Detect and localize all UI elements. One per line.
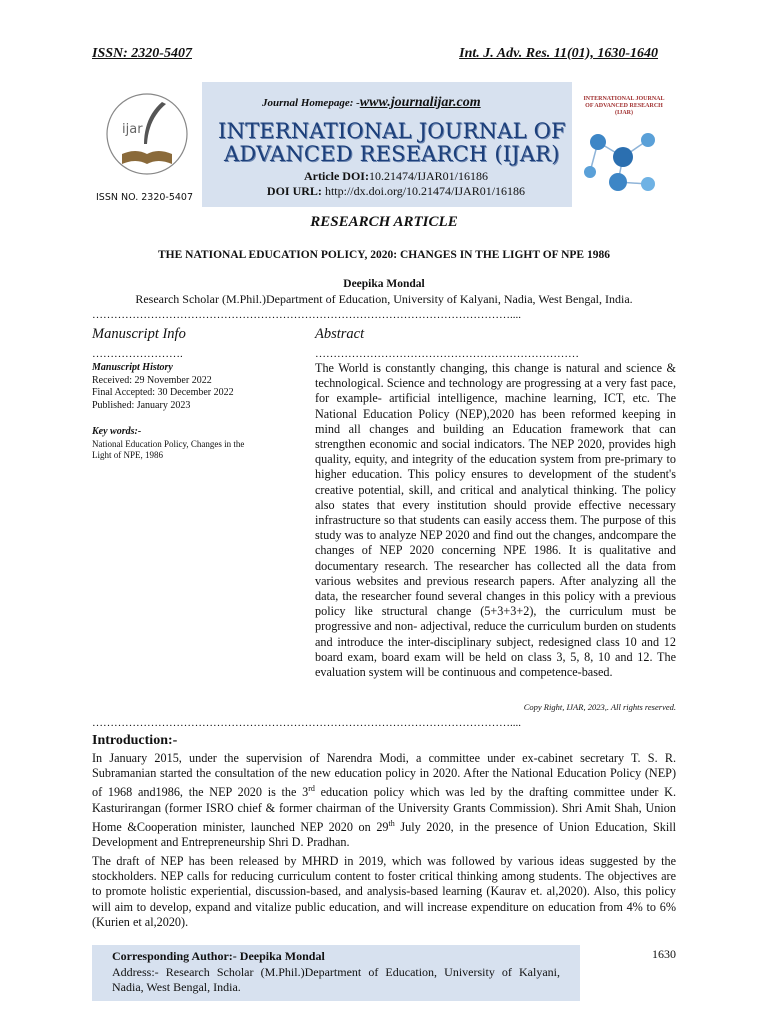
- cover-title: INTERNATIONAL JOURNAL OF ADVANCED RESEARCH (IJAR): [583, 96, 665, 116]
- corresponding-author: Corresponding Author:- Deepika Mondal: [112, 949, 325, 963]
- logo-issn: ISSN NO. 2320-5407: [96, 192, 194, 203]
- doi-block: [248, 169, 544, 199]
- manuscript-dots: …………………….: [92, 348, 183, 360]
- accepted-date: Final Accepted: 30 December 2022: [92, 387, 234, 398]
- journal-citation: Int. J. Adv. Res. 11(01), 1630-1640: [459, 46, 658, 61]
- journal-homepage: [262, 95, 481, 111]
- separator-top: ……………………………………………………………………………………………………....: [92, 309, 521, 321]
- homepage-label: Journal Homepage: -: [262, 97, 360, 109]
- doi-value: 10.21474/IJAR01/16186: [368, 169, 488, 183]
- intro-p1-part-c: July 2020, in the presence of Union Education, Skill Development and Entrepreneurship Shri D. Pradhan.: [92, 819, 677, 850]
- journal-title: [218, 120, 566, 166]
- molecule-graphic-icon: [578, 122, 670, 202]
- ordinal-suffix: rd: [308, 784, 315, 794]
- author-name: Deepika Mondal: [343, 278, 425, 290]
- doi-url-label: DOI URL:: [266, 184, 322, 198]
- journal-title-line2: ADVANCED RESEARCH (IJAR): [224, 142, 560, 166]
- quill-book-logo-icon: [92, 82, 202, 207]
- received-date: Received: 29 November 2022: [92, 374, 212, 386]
- logo-text: ijar: [122, 122, 143, 137]
- introduction-paragraph-2: The draft of NEP has been released by MHRD in 2019, which was followed by various ideas suggested by the stockholders. NEP calls for reducing curriculum content to foster critical thinking among students. The objectives are to promote holistic experiential, discussion-based, and analysis-based learning (Kaurav et. al,2020). Also, this policy will aim to develop, expand and vitalize public education, and will increase expenditure on education from 4% to 6% (Kurien et al,2020).: [92, 854, 676, 929]
- keywords-text: National Education Policy, Changes in the Light of NPE, 1986: [92, 438, 245, 460]
- abstract-heading: Abstract: [315, 326, 365, 342]
- history-label: Manuscript History: [92, 362, 173, 373]
- journal-issn: ISSN: 2320-5407: [92, 46, 192, 61]
- introduction-paragraph-1: [92, 751, 676, 850]
- article-title: THE NATIONAL EDUCATION POLICY, 2020: CHANGES IN THE LIGHT OF NPE 1986: [158, 249, 610, 261]
- corresponding-author-box: [92, 945, 580, 1001]
- doi-label: Article DOI:: [304, 169, 369, 183]
- manuscript-info-heading: Manuscript Info: [92, 326, 186, 342]
- homepage-link[interactable]: www.journalijar.com: [359, 95, 481, 110]
- ordinal-suffix: th: [388, 818, 395, 828]
- doi-url-link[interactable]: http://dx.doi.org/10.21474/IJAR01/16186: [324, 184, 526, 198]
- manuscript-history: [92, 362, 262, 462]
- journal-cover-image: [572, 82, 676, 207]
- introduction-heading: Introduction:-: [92, 733, 178, 748]
- author-affiliation: Research Scholar (M.Phil.)Department of Education, University of Kalyani, Nadia, West Bengal, India.: [135, 292, 633, 306]
- copyright-notice: Copy Right, IJAR, 2023,. All rights reserved.: [523, 702, 676, 712]
- abstract-dots: ………………………………………………………………: [315, 348, 579, 360]
- article-type: RESEARCH ARTICLE: [310, 214, 458, 230]
- intro-p1-part-a: In January 2015, under the supervision of Narendra Modi, a committee under ex-cabinet secretary T. S. R. Subramanian started the consultation of the new education policy in 2020. After the National Education Policy (NEP) of 1968 and1986, the NEP 2020 is the 3: [92, 751, 676, 800]
- separator-bottom: ……………………………………………………………………………………………………....: [92, 717, 521, 729]
- ijar-logo: [92, 82, 202, 207]
- published-date: Published: January 2023: [92, 399, 191, 411]
- page-number: 1630: [652, 947, 676, 961]
- journal-title-line1: INTERNATIONAL JOURNAL OF: [218, 119, 566, 143]
- corresponding-address: Address:- Research Scholar (M.Phil.)Department of Education, University of Kalyani, Nadia, West Bengal, India.: [112, 964, 560, 994]
- abstract-text: The World is constantly changing, this change is natural and science & technological. Science and technology are progressing at a very fast pace, for example- artificial intelligence, machine learning, ICT, etc. The National Education Policy (NEP),2020 has been reformed keeping in mind all changes and building an Education framework that can strengthen economic and social indicators. The NEP 2020, provides high quality, equity, and integrity of the education system from pre-primary to higher education. This policy ensures to development of the student's creative potential, skill, and critical and analytical thinking. The policy also states that every institution should provide effective necessary infrastructure so that students can easily access them. The purpose of this study was to analyze NEP 2020 and find out the changes, andcompare the changes of NEP 2020 concerning NPE 1986. It is qualitative and documentary research. The researcher has collected all the data from various websites and previous research papers. After analyzing all the data, the researcher found several changes in this policy with a previous policy like structural change (5+3+3+2), the curriculum must be progressive and non- adjectival, reduce the curriculum burden on students and introduce the inter-disciplinary subject, redesigned class 10 and 12 board exam, board exam will be held on class 3, 5, 8, 10 and 12. The evaluation system will be continuous and competence-based.: [315, 361, 676, 680]
- intro-p1-part-b: education policy which was led by the drafting committee under K. Kasturirangan (former ISRO chief & former chairman of the University Grants Commission). Shri Amit Shah, Union Home &Cooperation minister, launched NEP 2020 on 29: [92, 785, 676, 834]
- keywords-label: Key words:-: [92, 426, 142, 437]
